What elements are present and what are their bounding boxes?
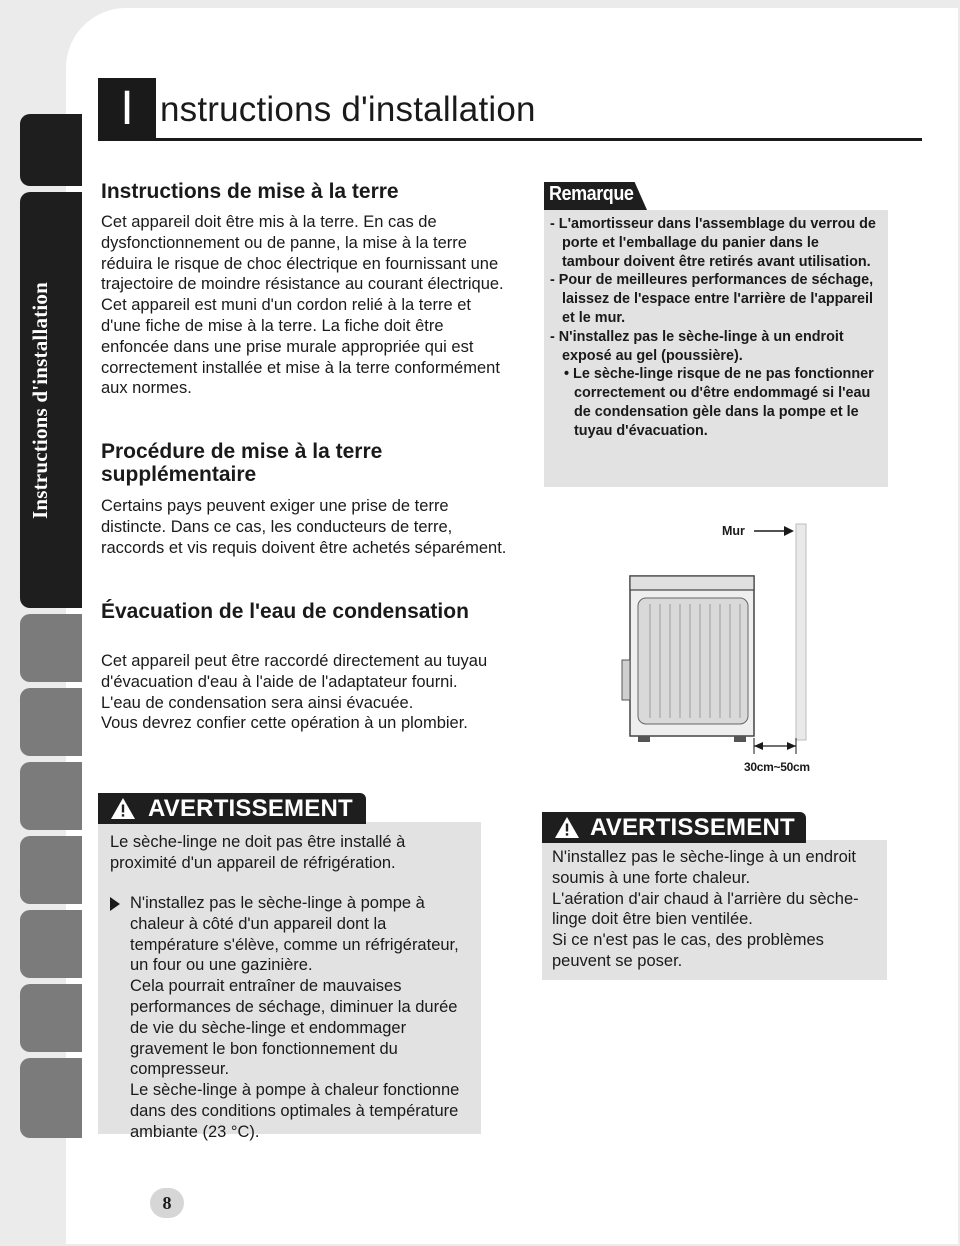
section-heading-grounding: Instructions de mise à la terre: [101, 180, 399, 203]
side-tab-previous[interactable]: [20, 114, 82, 186]
side-tab-1[interactable]: [20, 614, 82, 682]
distance-label: 30cm~50cm: [744, 760, 810, 774]
warning-label-left: AVERTISSEMENT: [148, 795, 353, 822]
dryer-wall-diagram: [618, 510, 818, 780]
note-item: • Le sèche-linge risque de ne pas fonctionner correctement ou d'être endommagé si l'eau de condensation gèle dans la pompe et le tuyau d'évacuation.: [564, 366, 874, 439]
side-tab-2[interactable]: [20, 688, 82, 756]
title-initial: I: [120, 82, 134, 135]
wall-label: Mur: [722, 524, 745, 538]
side-tab-active-label: Instructions d'installation: [28, 281, 53, 519]
dryer-side-panel: [638, 598, 748, 724]
note-tag-label: Remarque: [549, 183, 634, 205]
bullet-arrow-icon: [110, 897, 120, 911]
note-item: - N'installez pas le sèche-linge à un endroit exposé au gel (poussière).: [550, 328, 844, 364]
warning-label-right: AVERTISSEMENT: [590, 814, 795, 841]
wall-shape: [796, 524, 806, 740]
dim-arrow-right: [787, 742, 796, 750]
title-rule: [98, 138, 922, 141]
dryer-foot-left: [638, 736, 650, 742]
section-body-extra-grounding: Certains pays peuvent exiger une prise de terre distincte. Dans ce cas, les conducteurs de terre, raccords et vis requis doivent être achetés séparément.: [101, 497, 507, 557]
section-body-grounding: Cet appareil doit être mis à la terre. En cas de dysfonctionnement ou de panne, la mise à la terre réduira le risque de choc électrique en fournissant une trajectoire de moindre résistance au courant électrique. Cet appareil est muni d'un cordon relié à la terre et d'une fiche de mise à la terre. La fiche doit être enfoncée dans une prise murale appropriée qui est correctement installée et mise à la terre conformément aux normes.: [101, 213, 504, 398]
wall-pointer-arrowhead: [784, 526, 794, 536]
section-heading-extra-grounding: Procédure de mise à la terre supplémentaire: [101, 440, 383, 486]
section-heading-condensation: Évacuation de l'eau de condensation: [101, 600, 469, 623]
side-tab-5[interactable]: [20, 910, 82, 978]
side-tab-active[interactable]: [20, 192, 82, 608]
note-item: - L'amortisseur dans l'assemblage du verrou de porte et l'emballage du panier dans le tambour doivent être retirés avant utilisation.: [550, 216, 876, 270]
warning-intro-left: Le sèche-linge ne doit pas être installé à proximité d'un appareil de réfrigération.: [110, 833, 406, 872]
note-list: [550, 215, 880, 441]
dryer-foot-right: [734, 736, 746, 742]
warning-triangle-icon: [110, 797, 136, 820]
dim-arrow-left: [754, 742, 763, 750]
warning-detail-left: N'installez pas le sèche-linge à pompe à chaleur à côté d'un appareil dont la température s'élève, comme un réfrigérateur, un four ou une gazinière. Cela pourrait entraîner de mauvaises performances de séchage, diminuer la durée de vie du sèche-linge et endommager gravement le bon fonctionnement du compresseur. Le sèche-linge à pompe à chaleur fonctionne dans des conditions optimales à température ambiante (23 °C).: [130, 894, 460, 1141]
side-tab-7[interactable]: [20, 1058, 82, 1138]
page-title: nstructions d'installation: [160, 90, 536, 129]
dryer-top-panel: [630, 576, 754, 590]
side-tab-3[interactable]: [20, 762, 82, 830]
note-item: - Pour de meilleures performances de séchage, laissez de l'espace entre l'arrière de l'appareil et le mur.: [550, 272, 874, 326]
side-tab-6[interactable]: [20, 984, 82, 1052]
page-number: 8: [150, 1188, 184, 1218]
side-tab-4[interactable]: [20, 836, 82, 904]
dryer-door-edge: [622, 660, 630, 700]
warning-body-right: N'installez pas le sèche-linge à un endroit soumis à une forte chaleur. L'aération d'air chaud à l'arrière du sèche-linge doit être bien ventilée. Si ce n'est pas le cas, des problèmes peuvent se poser.: [552, 848, 859, 970]
warning-triangle-icon: [554, 816, 580, 839]
section-body-condensation: Cet appareil peut être raccordé directement au tuyau d'évacuation d'eau à l'aide de l'adaptateur fourni. L'eau de condensation sera ainsi évacuée. Vous devrez confier cette opération à un plombier.: [101, 652, 488, 733]
